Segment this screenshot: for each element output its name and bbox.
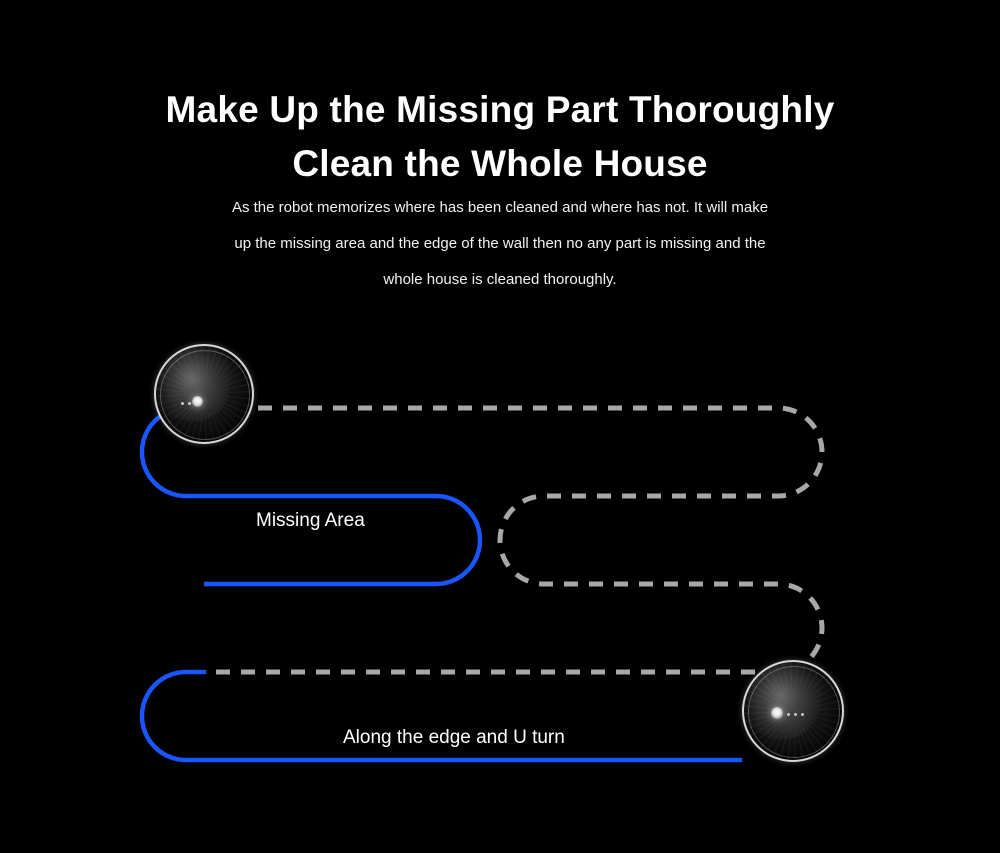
page-title-line-2: Clean the Whole House [292,142,708,184]
robot-top-bumper-ring [160,350,250,440]
path-illustration [0,320,1000,790]
page-title-line-1: Make Up the Missing Part Thoroughly [165,88,835,130]
page-description-line-1: As the robot memorizes where has been cleaned and where has not. It will make [231,199,769,216]
page-description-line-2: up the missing area and the edge of the wall then no any part is missing and the [234,235,766,252]
robot-bottom-indicator-dots-icon [787,713,804,716]
cleaned-route-dashed [206,408,822,672]
cleaning-path-diagram [0,320,1000,790]
edge-uturn-label: Along the edge and U turn [343,727,565,748]
page-title [0,83,1000,191]
missing-area-label: Missing Area [256,510,365,531]
robot-vacuum-bottom-icon [742,660,844,762]
robot-top-indicator-dots-icon [181,402,198,405]
page-description-line-3: whole house is cleaned thoroughly. [383,271,617,288]
page-description [160,190,840,298]
robot-vacuum-top-icon [154,344,254,444]
